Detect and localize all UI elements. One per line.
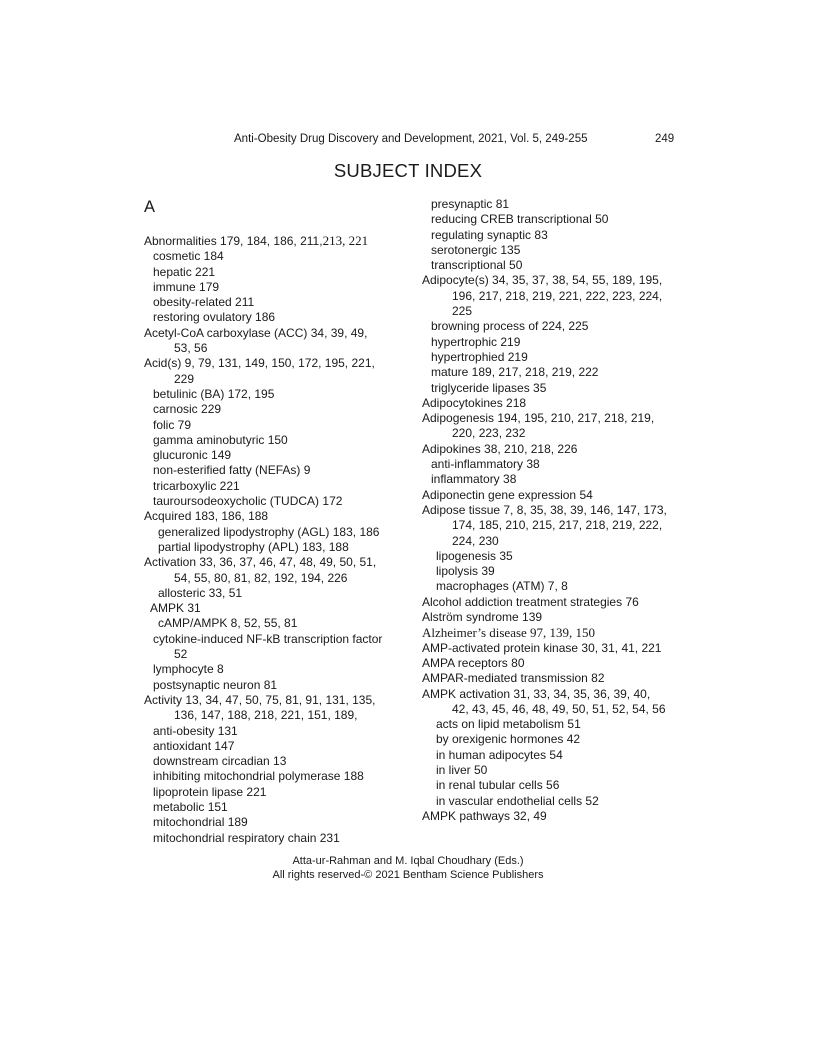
section-letter: A xyxy=(144,198,156,216)
index-subentry: glucuronic 149 xyxy=(153,448,232,463)
index-subentry: in renal tubular cells 56 xyxy=(436,778,560,793)
index-subentry: by orexigenic hormones 42 xyxy=(436,732,581,747)
index-entry: Acquired 183, 186, 188 xyxy=(144,509,269,524)
index-subentry: tauroursodeoxycholic (TUDCA) 172 xyxy=(153,494,343,509)
index-subentry: carnosic 229 xyxy=(153,402,222,417)
index-subentry: immune 179 xyxy=(153,279,220,294)
index-entry: AMPAR-mediated transmission 82 xyxy=(422,671,605,686)
index-entry: Activation 33, 36, 37, 46, 47, 48, 49, 50, 51, xyxy=(144,555,377,570)
index-entry-continuation: 53, 56 xyxy=(174,341,208,356)
index-column-left xyxy=(144,233,406,846)
index-subentry: hepatic 221 xyxy=(153,264,216,279)
index-entry: Activity 13, 34, 47, 50, 75, 81, 91, 131, 135, xyxy=(144,692,376,707)
index-subentry: mature 189, 217, 218, 219, 222 xyxy=(431,365,599,380)
index-entry-continuation: 174, 185, 210, 215, 217, 218, 219, 222, xyxy=(452,518,663,533)
index-entry: AMP-activated protein kinase 30, 31, 41, 221 xyxy=(422,640,662,655)
index-entry: Adipokines 38, 210, 218, 226 xyxy=(422,441,578,456)
index-subentry: restoring ovulatory 186 xyxy=(153,310,276,325)
index-subentry: reducing CREB transcriptional 50 xyxy=(431,212,609,227)
index-subentry: serotonergic 135 xyxy=(431,242,521,257)
index-subentry: gamma aminobutyric 150 xyxy=(153,432,288,447)
index-subentry: AMPK 31 xyxy=(150,601,201,616)
index-subentry: in liver 50 xyxy=(436,762,488,777)
editors-line: Atta-ur-Rahman and M. Iqbal Choudhary (Eds.) xyxy=(292,855,524,867)
index-entry-continuation: 229 xyxy=(174,371,195,386)
index-entry: Alzheimer’s disease 97, 139, 150 xyxy=(422,625,596,641)
index-subentry: partial lipodystrophy (APL) 183, 188 xyxy=(158,539,349,554)
index-subentry: in human adipocytes 54 xyxy=(436,747,563,762)
index-subentry: triglyceride lipases 35 xyxy=(431,380,547,395)
index-entry: AMPK pathways 32, 49 xyxy=(422,808,547,823)
index-subentry: browning process of 224, 225 xyxy=(431,319,589,334)
index-entry: AMPA receptors 80 xyxy=(422,655,525,670)
index-subentry: cosmetic 184 xyxy=(153,249,224,264)
page-footer xyxy=(0,854,816,882)
page-title: SUBJECT INDEX xyxy=(333,160,483,181)
index-subentry: mitochondrial 189 xyxy=(153,815,248,830)
index-entry-continuation: 196, 217, 218, 219, 221, 222, 223, 224, xyxy=(452,288,663,303)
index-subentry: generalized lipodystrophy (AGL) 183, 186 xyxy=(158,524,380,539)
index-subentry: transcriptional 50 xyxy=(431,258,523,273)
index-entry-continuation: 52 xyxy=(174,647,188,662)
index-subentry: cytokine-induced NF-kB transcription factor xyxy=(153,631,383,646)
index-entry: Alcohol addiction treatment strategies 76 xyxy=(422,594,639,609)
index-subentry: cAMP/AMPK 8, 52, 55, 81 xyxy=(158,616,298,631)
index-subentry: allosteric 33, 51 xyxy=(158,585,243,600)
index-entry: Adipose tissue 7, 8, 35, 38, 39, 146, 147, 173, xyxy=(422,502,667,517)
index-entry-serif-part: 213, 221 xyxy=(322,233,369,248)
index-entry-continuation: 224, 230 xyxy=(452,533,499,548)
index-entry-continuation: 220, 223, 232 xyxy=(452,426,526,441)
index-subentry: regulating synaptic 83 xyxy=(431,227,548,242)
index-subentry: metabolic 151 xyxy=(153,799,228,814)
index-subentry: acts on lipid metabolism 51 xyxy=(436,717,581,732)
index-subentry: lipoprotein lipase 221 xyxy=(153,784,267,799)
index-subentry: presynaptic 81 xyxy=(431,197,510,211)
index-subentry: betulinic (BA) 172, 195 xyxy=(153,386,275,401)
index-subentry: hypertrophic 219 xyxy=(431,334,521,349)
index-subentry: antioxidant 147 xyxy=(153,738,235,753)
index-subentry: macrophages (ATM) 7, 8 xyxy=(436,579,568,594)
index-subentry: postsynaptic neuron 81 xyxy=(153,677,278,692)
index-entry-continuation: 136, 147, 188, 218, 221, 151, 189, xyxy=(174,708,358,723)
index-subentry: in vascular endothelial cells 52 xyxy=(436,793,599,808)
index-entry: AMPK activation 31, 33, 34, 35, 36, 39, 40, xyxy=(422,686,651,701)
index-subentry: hypertrophied 219 xyxy=(431,349,528,364)
index-entry: Acetyl-CoA carboxylase (ACC) 34, 39, 49, xyxy=(144,325,368,340)
journal-citation: Anti-Obesity Drug Discovery and Development, 2021, Vol. 5, 249-255 xyxy=(234,133,588,145)
index-entry: Alström syndrome 139 xyxy=(422,610,543,625)
index-entry-continuation: 225 xyxy=(452,304,473,319)
index-subentry: anti-obesity 131 xyxy=(153,723,238,738)
index-entry: Adipogenesis 194, 195, 210, 217, 218, 219, xyxy=(422,411,655,426)
index-subentry: lymphocyte 8 xyxy=(153,662,224,677)
index-subentry: lipogenesis 35 xyxy=(436,548,513,563)
index-subentry: non-esterified fatty (NEFAs) 9 xyxy=(153,463,311,478)
copyright-line: All rights reserved-© 2021 Bentham Science Publishers xyxy=(272,869,544,881)
index-subentry: obesity-related 211 xyxy=(153,295,255,310)
index-subentry: mitochondrial respiratory chain 231 xyxy=(153,830,340,845)
index-subentry: inflammatory 38 xyxy=(431,472,517,487)
index-subentry: downstream circadian 13 xyxy=(153,754,287,769)
index-entry: Adipocytokines 218 xyxy=(422,395,527,410)
index-entry-continuation: 54, 55, 80, 81, 82, 192, 194, 226 xyxy=(174,570,348,585)
index-entry: Abnormalities 179, 184, 186, 211,213, 221 xyxy=(144,233,369,248)
index-subentry: tricarboxylic 221 xyxy=(153,478,240,493)
index-subentry: inhibiting mitochondrial polymerase 188 xyxy=(153,769,364,784)
page-number: 249 xyxy=(655,133,675,145)
index-entry: Adiponectin gene expression 54 xyxy=(422,487,593,502)
index-column-right xyxy=(422,197,682,824)
index-subentry: folic 79 xyxy=(153,417,192,432)
index-subentry: anti-inflammatory 38 xyxy=(431,457,540,472)
index-entry-continuation: 42, 43, 45, 46, 48, 49, 50, 51, 52, 54, 56 xyxy=(452,701,666,716)
index-entry: Adipocyte(s) 34, 35, 37, 38, 54, 55, 189, 195, xyxy=(422,273,663,288)
index-subentry: lipolysis 39 xyxy=(436,564,495,579)
index-entry: Acid(s) 9, 79, 131, 149, 150, 172, 195, 221, xyxy=(144,356,375,371)
